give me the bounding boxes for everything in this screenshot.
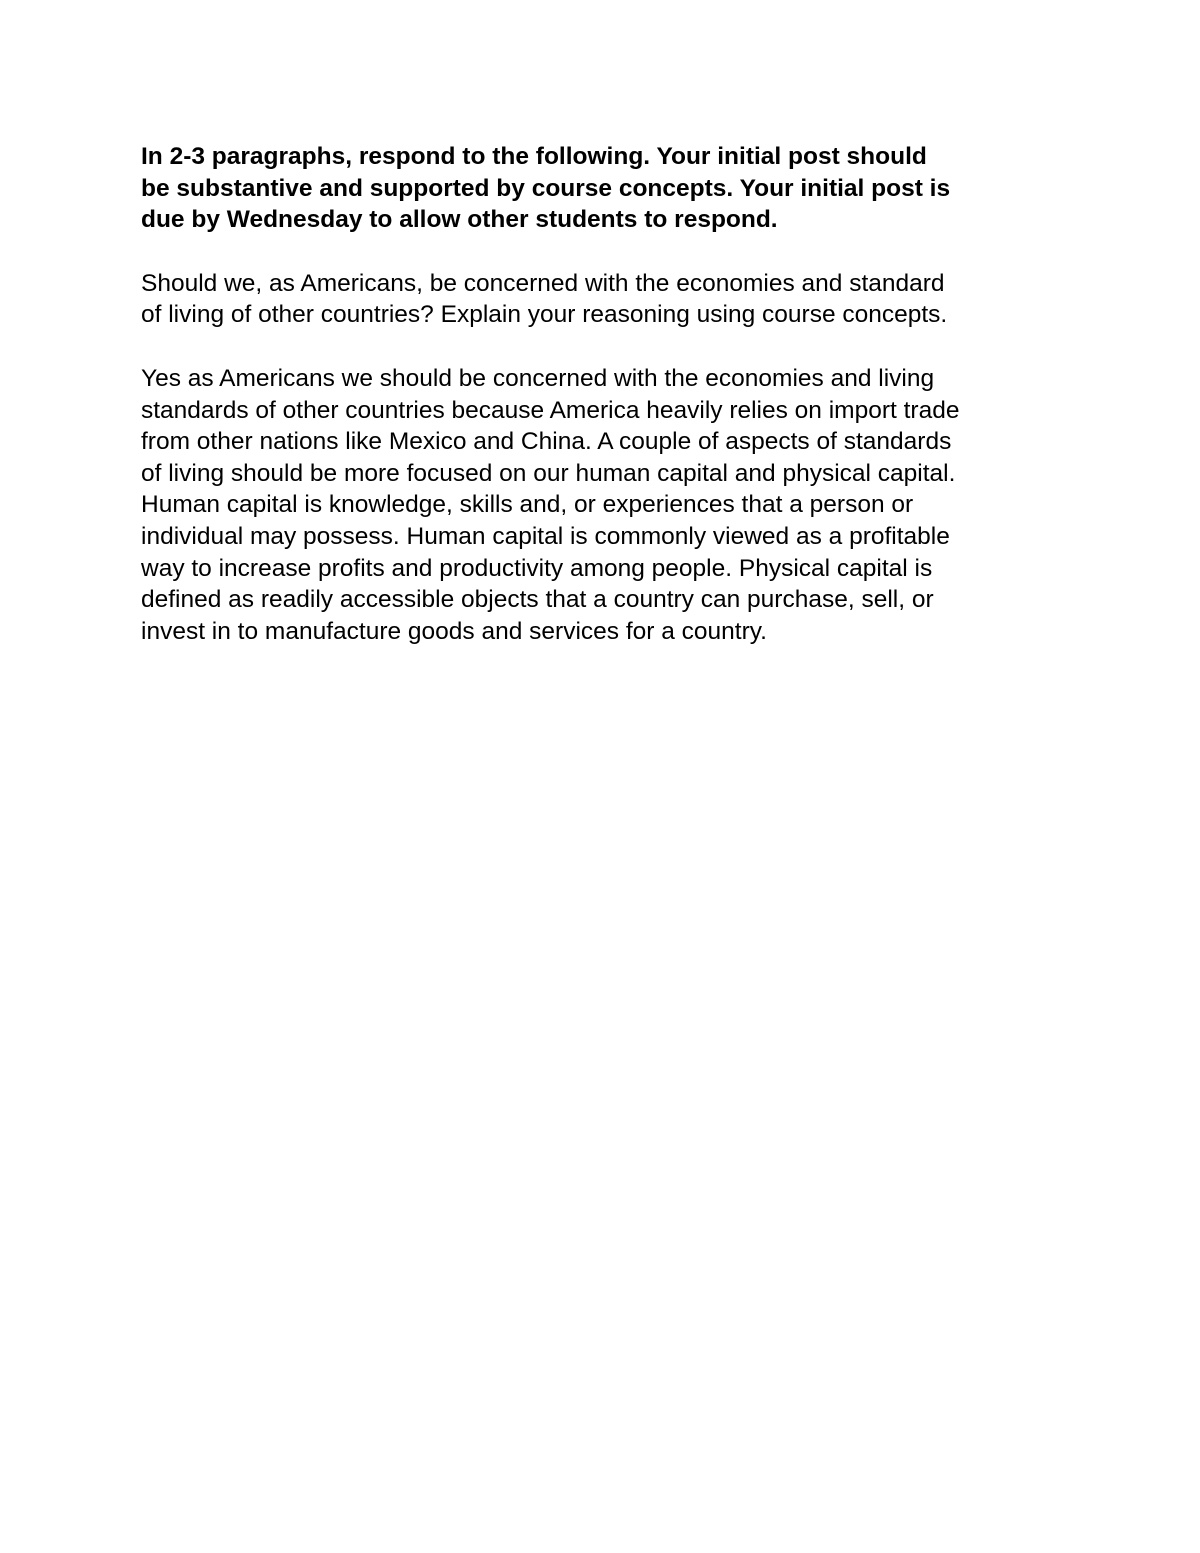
answer-line: Yes as Americans we should be concerned with the economies and living	[141, 364, 935, 392]
document-body	[141, 141, 1071, 679]
answer-line: of living should be more focused on our human capital and physical capital.	[141, 459, 956, 487]
answer-line: Human capital is knowledge, skills and, or experiences that a person or	[141, 491, 914, 519]
answer-paragraph	[141, 363, 1071, 647]
instructions-line: be substantive and supported by course concepts. Your initial post is	[141, 174, 951, 202]
answer-line: individual may possess. Human capital is commonly viewed as a profitable	[141, 522, 950, 550]
question-line: of living of other countries? Explain your reasoning using course concepts.	[141, 301, 948, 329]
answer-line: way to increase profits and productivity among people. Physical capital is	[141, 554, 933, 582]
answer-line: invest in to manufacture goods and services for a country.	[141, 617, 767, 645]
answer-line: defined as readily accessible objects that a country can purchase, sell, or	[141, 586, 934, 614]
instructions-line: In 2-3 paragraphs, respond to the following. Your initial post should	[141, 143, 927, 170]
question-line: Should we, as Americans, be concerned with the economies and standard	[141, 269, 945, 297]
question-paragraph	[141, 268, 1071, 331]
instructions-paragraph	[141, 141, 1071, 236]
answer-line: standards of other countries because America heavily relies on import trade	[141, 396, 960, 424]
instructions-line: due by Wednesday to allow other students to respond.	[141, 206, 778, 234]
answer-line: from other nations like Mexico and China. A couple of aspects of standards	[141, 428, 952, 456]
